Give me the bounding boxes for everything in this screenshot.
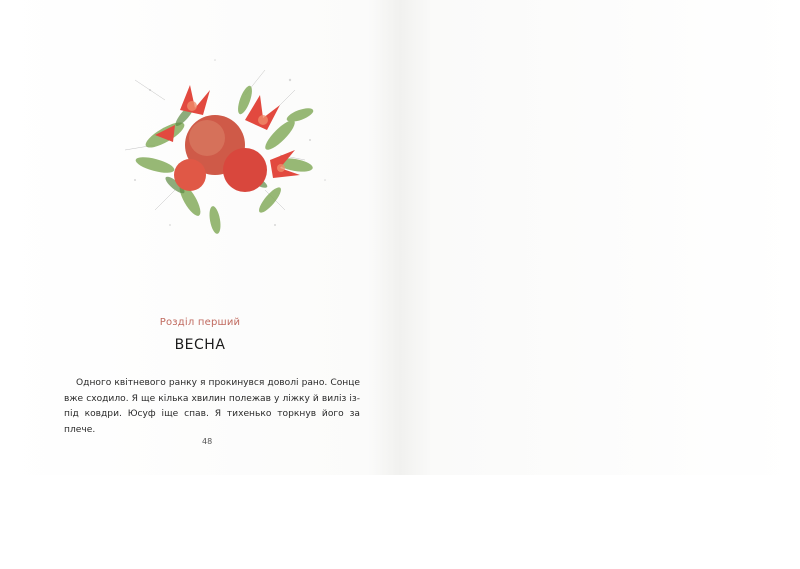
left-page [0, 0, 400, 475]
paragraph: Одного квітневого ранку я прокинувся доволі рано. Сонце вже сходило. Я ще кілька хвилин полежав у ліжку й виліз із-під ковдри. Юсуф іще спав. Я тихенько торкнув його за плече. [64, 378, 360, 435]
chapter-title: ВЕСНА [174, 337, 226, 353]
chapter-label: Розділ перший [159, 317, 241, 328]
left-page-body [64, 376, 360, 438]
page-number-left: 48 [202, 437, 213, 446]
right-page [400, 0, 800, 475]
pomegranate-illustration [95, 40, 345, 250]
